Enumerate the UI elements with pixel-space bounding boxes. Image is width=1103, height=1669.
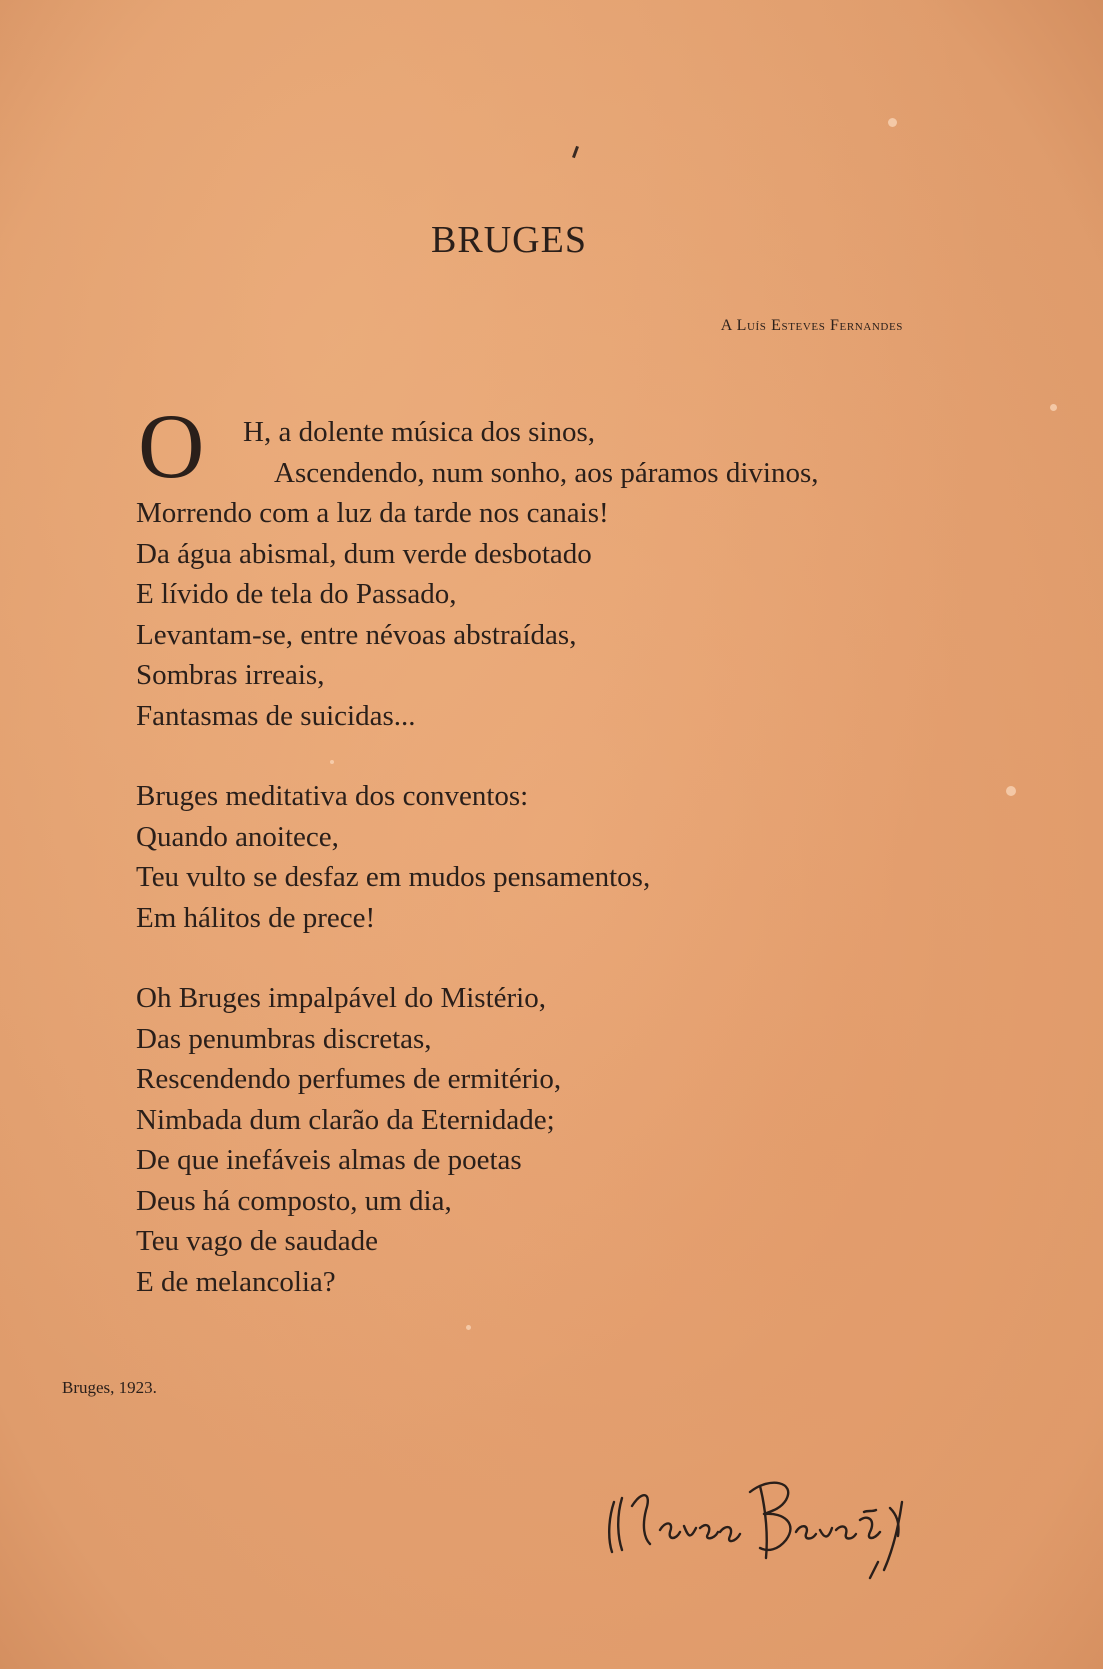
drop-cap: O (138, 395, 205, 497)
stanza-3 (136, 978, 819, 1302)
dedication: A Luís Esteves Fernandes (720, 317, 903, 334)
paper-speck (1050, 404, 1057, 411)
poem-line: E de melancolia? (136, 1265, 336, 1298)
pencil-mark (572, 146, 579, 158)
signature (600, 1440, 930, 1585)
poem-line: Sombras irreais, (136, 659, 325, 691)
paper-speck (888, 118, 897, 127)
place-date: Bruges, 1923. (62, 1378, 157, 1397)
poem-line: Teu vulto se desfaz em mudos pensamentos, (136, 861, 651, 893)
poem-line: De que inefáveis almas de poetas (136, 1144, 522, 1176)
poem-line: Levantam-se, entre névoas abstraídas, (136, 618, 577, 651)
poem-line: Morrendo com a luz da tarde nos canais! (136, 497, 609, 529)
poem-title: BRUGES (431, 219, 587, 261)
poem-line: E lívido de tela do Passado, (136, 578, 457, 610)
poem-line: Ascendendo, num sonho, aos páramos divinos, (274, 456, 819, 489)
poem-line: H, a dolente música dos sinos, (243, 416, 595, 448)
poem-line: Da água abismal, dum verde desbotado (136, 537, 592, 570)
poem-line: Das penumbras discretas, (136, 1022, 432, 1055)
poem-body (136, 412, 819, 1342)
poem-line: Em hálitos de prece! (136, 901, 376, 934)
poem-line: Fantasmas de suicidas... (136, 699, 416, 732)
poem-line: Oh Bruges impalpável do Mistério, (136, 982, 546, 1014)
poem-line: Nimbada dum clarão da Eternidade; (136, 1103, 555, 1136)
paper-speck (1006, 786, 1016, 796)
poem-line: Rescendendo perfumes de ermitério, (136, 1063, 562, 1095)
stanza-2 (136, 776, 819, 938)
stanza-1 (136, 412, 819, 736)
poem-line: Teu vago de saudade (136, 1225, 378, 1257)
poem-line: Bruges meditativa dos conventos: (136, 780, 529, 812)
poem-line: Deus há composto, um dia, (136, 1184, 452, 1217)
signature-graphic (600, 1440, 930, 1580)
poem-line: Quando anoitece, (136, 820, 339, 853)
